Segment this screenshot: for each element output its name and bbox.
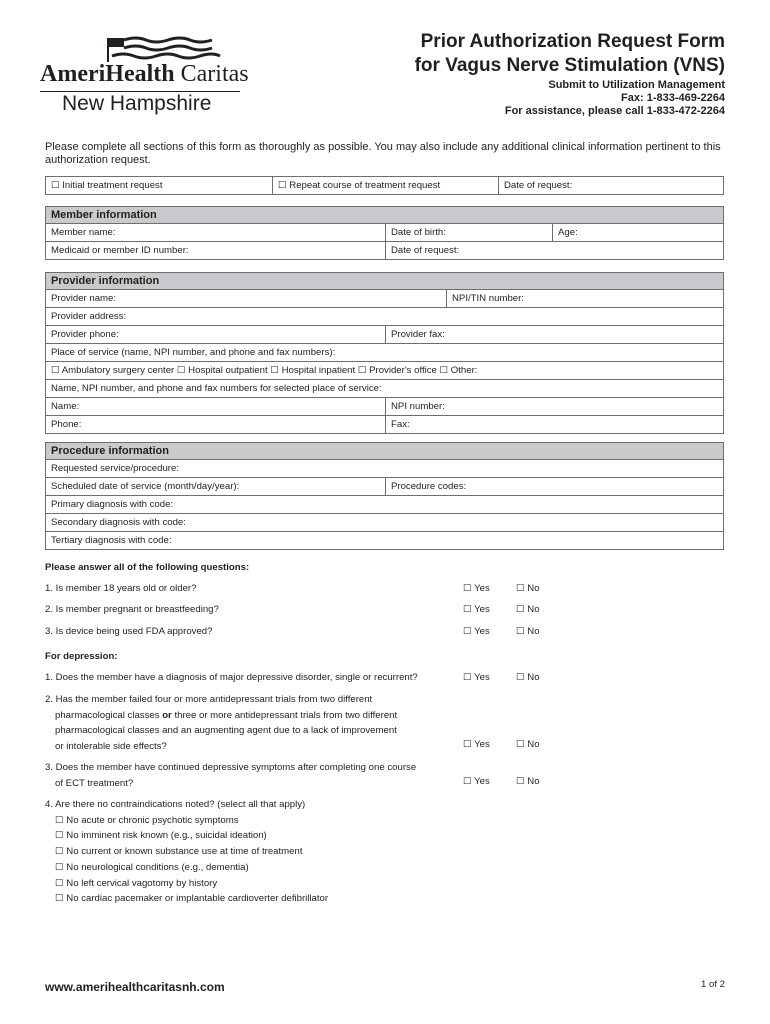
member-section-header: Member information bbox=[46, 207, 724, 224]
provider-npi-field[interactable]: NPI/TIN number: bbox=[447, 290, 724, 308]
depression-heading: For depression: bbox=[45, 651, 118, 662]
flag-logo-icon bbox=[102, 36, 222, 62]
member-id-field[interactable]: Medicaid or member ID number: bbox=[46, 242, 386, 260]
member-age-field[interactable]: Age: bbox=[553, 224, 724, 242]
form-title: Prior Authorization Request Form for Vagus Nerve Stimulation (VNS) bbox=[414, 31, 725, 76]
provider-section-header: Provider information bbox=[46, 273, 724, 290]
q3-yes-checkbox[interactable]: ☐ Yes bbox=[463, 626, 490, 637]
contraindication-option[interactable]: ☐ No imminent risk known (e.g., suicidal ideation) bbox=[55, 830, 267, 842]
request-type-table bbox=[45, 176, 724, 195]
service-name-field[interactable]: Name: bbox=[46, 398, 386, 416]
secondary-diagnosis-field[interactable]: Secondary diagnosis with code: bbox=[46, 514, 724, 532]
d3-no-checkbox[interactable]: ☐ No bbox=[516, 776, 540, 787]
question-1: 1. Is member 18 years old or older? bbox=[45, 583, 197, 594]
form-instructions: Please complete all sections of this form as thoroughly as possible. You may also include any additional clinical information pertinent to this authorization request. bbox=[45, 141, 721, 166]
member-info-table bbox=[45, 206, 724, 260]
repeat-treatment-checkbox[interactable]: ☐ Repeat course of treatment request bbox=[273, 177, 499, 195]
initial-treatment-checkbox[interactable]: ☐ Initial treatment request bbox=[46, 177, 273, 195]
service-npi-field[interactable]: NPI number: bbox=[386, 398, 724, 416]
submission-info: Submit to Utilization Management Fax: 1-833-469-2264 For assistance, please call 1-833-472-2264 bbox=[504, 79, 725, 117]
primary-diagnosis-field[interactable]: Primary diagnosis with code: bbox=[46, 496, 724, 514]
procedure-info-table bbox=[45, 442, 724, 550]
tertiary-diagnosis-field[interactable]: Tertiary diagnosis with code: bbox=[46, 532, 724, 550]
d2-no-checkbox[interactable]: ☐ No bbox=[516, 739, 540, 750]
provider-name-field[interactable]: Provider name: bbox=[46, 290, 447, 308]
member-request-date-field[interactable]: Date of request: bbox=[386, 242, 724, 260]
q2-no-checkbox[interactable]: ☐ No bbox=[516, 604, 540, 615]
place-of-service-label: Place of service (name, NPI number, and phone and fax numbers): bbox=[46, 344, 724, 362]
procedure-section-header: Procedure information bbox=[46, 443, 724, 460]
member-name-field[interactable]: Member name: bbox=[46, 224, 386, 242]
provider-fax-field[interactable]: Provider fax: bbox=[386, 326, 724, 344]
d2-yes-checkbox[interactable]: ☐ Yes bbox=[463, 739, 490, 750]
q1-yes-checkbox[interactable]: ☐ Yes bbox=[463, 583, 490, 594]
request-date-field[interactable]: Date of request: bbox=[499, 177, 724, 195]
service-fax-field[interactable]: Fax: bbox=[386, 416, 724, 434]
provider-phone-field[interactable]: Provider phone: bbox=[46, 326, 386, 344]
d3-yes-checkbox[interactable]: ☐ Yes bbox=[463, 776, 490, 787]
contraindication-option[interactable]: ☐ No current or known substance use at time of treatment bbox=[55, 846, 303, 858]
scheduled-date-field[interactable]: Scheduled date of service (month/day/year): bbox=[46, 478, 386, 496]
depression-question-3: 3. Does the member have continued depressive symptoms after completing one course of ECT treatment? bbox=[45, 762, 417, 789]
contraindication-option[interactable]: ☐ No left cervical vagotomy by history bbox=[55, 877, 218, 889]
provider-address-field[interactable]: Provider address: bbox=[46, 308, 724, 326]
contraindication-option[interactable]: ☐ No neurological conditions (e.g., dementia) bbox=[55, 861, 249, 873]
member-dob-field[interactable]: Date of birth: bbox=[386, 224, 553, 242]
depression-question-1: 1. Does the member have a diagnosis of major depressive disorder, single or recurrent? bbox=[45, 672, 418, 683]
depression-question-4: 4. Are there no contraindications noted? (select all that apply) ☐ No acute or chronic psychotic symptoms ☐ No imminent risk known (e.g., suicidal ideation) ☐ No current or known substance use at time of treatment ☐ No neurological conditions (e.g., dementia) ☐ No left cervical vagotomy by history ☐ No cardiac pacemaker or implantable cardioverter defibrillator bbox=[45, 797, 328, 907]
q1-no-checkbox[interactable]: ☐ No bbox=[516, 583, 540, 594]
q3-no-checkbox[interactable]: ☐ No bbox=[516, 626, 540, 637]
contraindication-option[interactable]: ☐ No acute or chronic psychotic symptoms bbox=[55, 814, 239, 826]
q2-yes-checkbox[interactable]: ☐ Yes bbox=[463, 604, 490, 615]
selected-place-label: Name, NPI number, and phone and fax numbers for selected place of service: bbox=[46, 380, 724, 398]
question-2: 2. Is member pregnant or breastfeeding? bbox=[45, 604, 219, 615]
question-3: 3. Is device being used FDA approved? bbox=[45, 626, 213, 637]
procedure-codes-field[interactable]: Procedure codes: bbox=[386, 478, 724, 496]
d1-no-checkbox[interactable]: ☐ No bbox=[516, 672, 540, 683]
questions-heading: Please answer all of the following questions: bbox=[45, 562, 250, 573]
requested-service-field[interactable]: Requested service/procedure: bbox=[46, 460, 724, 478]
provider-info-table bbox=[45, 272, 724, 434]
footer-website-link[interactable]: www.amerihealthcaritasnh.com bbox=[45, 980, 225, 994]
depression-question-2: 2. Has the member failed four or more antidepressant trials from two different pharmacological classes or three or more antidepressant trials from two different pharmacological classes and an augmenting agent due to a lack of improvement or intolerable side effects? bbox=[45, 694, 398, 752]
contraindication-option[interactable]: ☐ No cardiac pacemaker or implantable cardioverter defibrillator bbox=[55, 893, 329, 905]
service-phone-field[interactable]: Phone: bbox=[46, 416, 386, 434]
logo-brand-name: AmeriHealth Caritas bbox=[40, 61, 249, 87]
page-number: 1 of 2 bbox=[700, 979, 725, 990]
d1-yes-checkbox[interactable]: ☐ Yes bbox=[463, 672, 490, 683]
place-of-service-options[interactable]: ☐ Ambulatory surgery center ☐ Hospital outpatient ☐ Hospital inpatient ☐ Provider's office ☐ Other: bbox=[46, 362, 724, 380]
logo-region: New Hampshire bbox=[62, 92, 212, 115]
